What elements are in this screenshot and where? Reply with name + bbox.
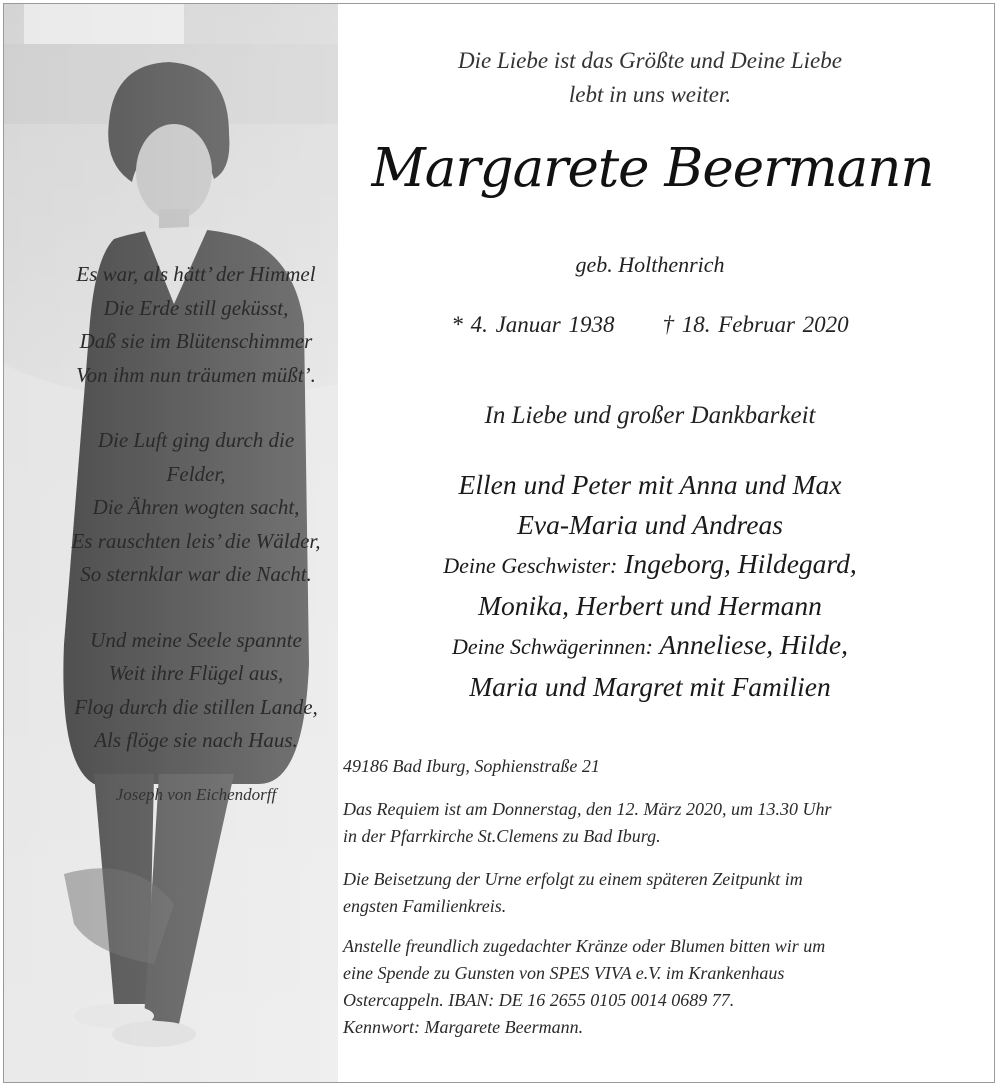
siblings-label: Deine Geschwister:	[443, 553, 618, 578]
address	[343, 753, 963, 780]
poem	[4, 258, 388, 790]
poem-line: Felder,	[166, 461, 226, 486]
poem-stanza-3	[4, 624, 388, 758]
poem-line: Die Luft ging durch die	[97, 428, 295, 452]
death-date: † 18. Februar 2020	[662, 312, 849, 337]
quote-line: Die Liebe ist das Größte und Deine Liebe	[458, 48, 842, 73]
poem-author: Joseph von Eichendorff	[115, 785, 277, 804]
poem-line: Flog durch die stillen Lande,	[74, 694, 318, 719]
inlaws-label: Deine Schwägerinnen:	[451, 634, 653, 659]
poem-line: Es rauschten leis’ die Wälder,	[71, 528, 321, 553]
poem-stanza-2	[4, 424, 388, 592]
burial-info	[343, 866, 963, 920]
quote-line: lebt in uns weiter.	[568, 82, 732, 107]
burial-line: Die Beisetzung der Urne erfolgt zu einem späteren Zeitpunkt im	[343, 869, 803, 889]
poem-line: Daß sie im Blütenschimmer	[79, 329, 313, 353]
opening-quote	[345, 44, 955, 112]
address-line: 49186 Bad Iburg, Sophienstraße 21	[343, 756, 600, 776]
mourner-line: Eva-Maria und Andreas	[517, 508, 783, 540]
mourner-line: Monika, Herbert und Hermann	[478, 589, 822, 621]
siblings-line	[345, 544, 955, 586]
donation-line: eine Spende zu Gunsten von SPES VIVA e.V. im Krankenhaus	[343, 963, 785, 983]
burial-line: engsten Familienkreis.	[343, 896, 507, 916]
deceased-name: Margarete Beermann	[371, 138, 934, 199]
siblings-names: Ingeborg, Hildegard,	[624, 548, 857, 579]
birth-date: * 4. Januar 1938	[451, 312, 615, 337]
thanks-line: In Liebe und großer Dankbarkeit	[484, 402, 816, 429]
birth-name: geb. Holthenrich	[575, 252, 725, 277]
poem-line: Es war, als hätt’ der Himmel	[76, 262, 316, 286]
inlaws-line	[345, 625, 955, 667]
keyword-line: Kennwort: Margarete Beermann.	[343, 1017, 584, 1037]
mourners-list	[345, 465, 955, 706]
inlaws-names: Anneliese, Hilde,	[659, 629, 848, 660]
requiem-info	[343, 796, 963, 850]
poem-line: Als flöge sie nach Haus.	[94, 728, 298, 752]
poem-line: Und meine Seele spannte	[90, 627, 302, 652]
poem-line: Die Ähren wogten sacht,	[92, 495, 300, 519]
poem-stanza-1	[4, 258, 388, 392]
mourner-line: Maria und Margret mit Familien	[469, 670, 831, 702]
donation-info	[343, 933, 963, 1041]
donation-line: Anstelle freundlich zugedachter Kränze oder Blumen bitten wir um	[343, 936, 826, 956]
requiem-line: Das Requiem ist am Donnerstag, den 12. März 2020, um 13.30 Uhr	[343, 799, 832, 819]
poem-line: So sternklar war die Nacht.	[80, 562, 312, 586]
life-dates	[345, 312, 955, 338]
donation-line: Ostercappeln. IBAN: DE 16 2655 0105 0014 0689 77.	[343, 990, 735, 1010]
poem-line: Von ihm nun träumen müßt’.	[76, 362, 316, 387]
requiem-line: in der Pfarrkirche St.Clemens zu Bad Iburg.	[343, 826, 661, 846]
poem-line: Weit ihre Flügel aus,	[108, 661, 284, 685]
mourner-line: Ellen und Peter mit Anna und Max	[458, 469, 842, 500]
poem-line: Die Erde still geküsst,	[103, 295, 289, 320]
